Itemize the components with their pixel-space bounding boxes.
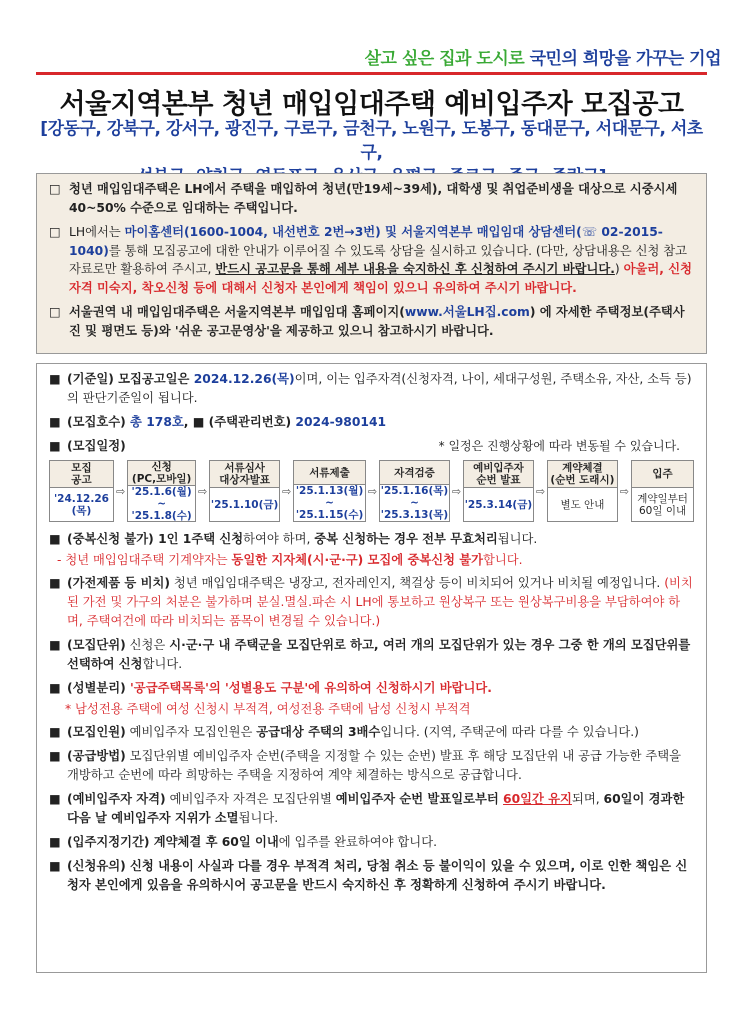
schedule-step-body: '25.1.6(월) ~ '25.1.8(수)	[131, 486, 192, 522]
move-in-item	[49, 833, 694, 852]
flow-arrow-icon: ⇨	[619, 484, 629, 498]
move-a: (입주지정기간)	[67, 835, 154, 849]
app-c: (비치된 가전 및 가구의 처분은 불가하며 분실.멸실.파손 시 LH에 통보하고 원상복구 또는 원상복구비용을 부담하여야 하며, 주택여건에 따라 비치되는 품목이 변경될 수 있습니다.)	[67, 576, 693, 628]
intro-text-2d: 반드시 공고문을 통해 세부 내용을 숙지하신 후 신청하여 주시기 바랍니다.	[215, 262, 615, 276]
flow-arrow-icon: ⇨	[115, 484, 126, 498]
schedule-step-body: '25.1.13(월) ~ '25.1.15(수)	[295, 485, 364, 521]
square-bullet-icon: ■	[49, 576, 61, 590]
qual-g: 됩니다.	[238, 811, 279, 825]
base-date-item	[49, 370, 694, 408]
schedule-step	[127, 460, 196, 522]
gender-sub: * 남성전용 주택에 여성 신청시 부적격, 여성전용 주택에 남성 신청시 부적격	[65, 702, 471, 716]
gender-item	[49, 679, 694, 698]
appliance-item	[49, 574, 694, 631]
gender-b: '공급주택목록'의 '성별용도 구분'에 유의하여 신청하시기 바랍니다.	[130, 681, 492, 695]
slogan-blue: 국민의 희망을 가꾸는 기업	[529, 49, 721, 69]
flow-arrow-icon: ⇨	[535, 484, 546, 498]
dup-sub-b: 동일한 지자체(시·군·구) 모집에 중복신청 불가	[231, 553, 484, 567]
schedule-step-body: '25.3.14(금)	[464, 498, 533, 511]
intro-text-3c: ) 에 자세한 주택정보(주택사진 및 평면도 등)와 '쉬운 공고문영상'을 제공하고 있으니 참고하시기 바랍니다.	[69, 305, 685, 338]
intro-text-2e: )	[614, 262, 624, 276]
schedule-step-head: 계약체결 (순번 도래시)	[548, 461, 617, 488]
district-line-1: [강동구, 강북구, 강서구, 광진구, 구로구, 금천구, 노원구, 도봉구, 동대문구, 서대문구, 서초구,	[40, 119, 703, 163]
intro-text-1: 청년 매입임대주택은 LH에서 주택을 매입하여 청년(만19세~39세), 대학생 및 취업준비생을 대상으로 시중시세 40~50% 수준으로 임대하는 주택입니다.	[69, 182, 678, 215]
dup-b: 하여야 하며,	[243, 532, 315, 546]
homepage-link[interactable]: www.서울LH집.com	[404, 305, 530, 319]
square-bullet-icon: ■	[49, 792, 61, 806]
square-bullet-icon: ■	[49, 439, 61, 453]
schedule-step-head: 자격검증	[380, 461, 449, 485]
slogan-green: 살고 싶은 집과 도시로	[364, 49, 525, 69]
dup-a: (중복신청 불가) 1인 1주택 신청	[67, 532, 244, 546]
mgmt-value: 2024-980141	[295, 415, 387, 429]
square-bullet-icon: ■	[49, 859, 61, 873]
schedule-step-head: 서류심사 대상자발표	[210, 461, 279, 488]
flow-arrow-icon: ⇨	[451, 484, 462, 498]
square-bullet-icon: ■	[49, 638, 61, 652]
mgmt-label: (주택관리번호)	[208, 415, 296, 429]
contact-info: 마이홈센터(1600-1004, 내선번호 2번→3번) 및 서울지역본부 매입임대 상담센터(☏ 02-2015-1040)	[69, 225, 663, 258]
count-value: 총 178호	[130, 415, 184, 429]
count-label: (모집호수)	[67, 415, 131, 429]
schedule-step	[379, 460, 450, 522]
qual-a: (예비입주자 자격)	[67, 792, 166, 806]
square-bullet-icon: ■	[49, 749, 61, 763]
move-b: 계약체결 후 60일 이내	[153, 835, 279, 849]
checkbox-icon: □	[49, 305, 61, 319]
schedule-step	[631, 460, 694, 522]
slogan	[365, 44, 721, 69]
schedule-step-body: '24.12.26 (목)	[53, 492, 109, 517]
method-a: (공급방법)	[67, 749, 126, 763]
base-label: (기준일) 모집공고일은	[67, 372, 194, 386]
dup-sub-c: 합니다.	[483, 553, 523, 567]
square-bullet-icon: ■	[49, 532, 61, 546]
unit-item	[49, 636, 694, 674]
checkbox-icon: □	[49, 225, 61, 239]
page-title: 서울지역본부 청년 매입임대주택 예비입주자 모집공고	[59, 89, 684, 120]
schedule-step-body: '25.1.10(금)	[210, 498, 279, 511]
method-item	[49, 747, 694, 785]
schedule-label: (모집일정)	[67, 439, 126, 453]
schedule-item	[49, 437, 694, 456]
method-b: 모집단위별 예비입주자 순번(주택을 지정할 수 있는 순번) 발표 후 해당 모집단위 내 공급 가능한 주택을 개방하고 순번에 따라 희망하는 주택을 지정하여 계약 체결하는 방식으로 공급합니다.	[67, 749, 682, 782]
intro-text-2c: 를 통해 모집공고에 대한 안내가 이루어질 수 있도록 상담을 실시하고 있습니다. (다만, 상담내용은 신청 참고자료로만 활용하여 주시고,	[69, 243, 687, 276]
schedule-step	[209, 460, 280, 522]
quota-d: 입니다. (지역, 주택군에 따라 다를 수 있습니다.)	[380, 725, 639, 739]
qual-d: 60일간 유지	[503, 792, 572, 806]
base-rest: 이며, 이는 입주자격(신청자격, 나이, 세대구성원, 주택소유, 자산, 소득 등)의 판단기준일이 됩니다.	[67, 372, 692, 405]
title-divider	[36, 72, 707, 75]
schedule-note: * 일정은 진행상황에 따라 변동될 수 있습니다.	[438, 439, 680, 453]
app-b: 청년 매입임대주택은 냉장고, 전자레인지, 책걸상 등이 비치되어 있거나 비치될 예정입니다.	[169, 576, 665, 590]
quota-b: 예비입주자 모집인원은	[125, 725, 257, 739]
duplicate-sub	[49, 551, 694, 569]
quota-item	[49, 723, 694, 742]
schedule-step	[547, 460, 618, 522]
caution-a: (신청유의) 신청 내용이 사실과 다를 경우 부적격 처리, 당첨 취소 등 불이익이 있을 수 있으며, 이로 인한 책임은 신청자 본인에게 있음을 유의하시어 공고문을 반드시 숙지하신 후 정확하게 신청하여 주시기 바랍니다.	[67, 859, 688, 892]
app-a: (가전제품 등 비치)	[67, 576, 170, 590]
qual-e: 되며,	[571, 792, 604, 806]
flow-arrow-icon: ⇨	[282, 484, 292, 498]
main-box	[36, 363, 707, 973]
schedule-step-head: 신청 (PC,모바일)	[128, 461, 195, 486]
square-bullet-icon: ■	[49, 725, 61, 739]
quota-a: (모집인원)	[67, 725, 126, 739]
qual-c: 예비입주자 순번 발표일로부터	[335, 792, 504, 806]
schedule-step	[293, 460, 366, 522]
schedule-step-head: 모집 공고	[50, 461, 113, 488]
count-item	[49, 413, 694, 432]
dup-c: 중복 신청하는 경우 전부 무효처리	[314, 532, 498, 546]
intro-paragraph-3	[49, 303, 694, 340]
intro-text-2a: LH에서는	[69, 225, 125, 239]
intro-warning: 아울러, 신청자격 미숙지, 착오신청 등에 대해서 신청자 본인에게 책임이 있으니 유의하여 주시기 바랍니다.	[69, 262, 692, 295]
schedule-step-body: '25.1.16(목) ~ '25.3.13(목)	[380, 485, 449, 521]
quota-c: 공급대상 주택의 3배수	[256, 725, 381, 739]
count-sep: , ■	[183, 415, 209, 429]
schedule-step-body: 계약일부터 60일 이내	[637, 492, 688, 517]
intro-text-3a: 서울권역 내 매입임대주택은 서울지역본부 매입임대 홈페이지(	[69, 305, 405, 319]
gender-a: (성별분리)	[67, 681, 131, 695]
unit-b: 신청은	[125, 638, 170, 652]
dup-sub-a: - 청년 매입임대주택 기계약자는	[57, 553, 232, 567]
square-bullet-icon: ■	[49, 681, 61, 695]
schedule-step-body: 별도 안내	[560, 498, 605, 511]
schedule-step-head: 예비입주자 순번 발표	[464, 461, 533, 488]
square-bullet-icon: ■	[49, 415, 61, 429]
duplicate-item	[49, 530, 694, 549]
checkbox-icon: □	[49, 182, 61, 196]
intro-paragraph-1	[49, 180, 694, 217]
square-bullet-icon: ■	[49, 372, 61, 386]
schedule-step-head: 서류제출	[294, 461, 365, 485]
schedule-flow	[49, 460, 694, 522]
base-date: 2024.12.26(목)	[193, 372, 295, 386]
dup-d: 됩니다.	[497, 532, 538, 546]
flow-arrow-icon: ⇨	[367, 484, 378, 498]
schedule-step-head: 입주	[632, 461, 693, 488]
flow-arrow-icon: ⇨	[198, 484, 208, 498]
schedule-step	[49, 460, 114, 522]
qual-f: 60일이 경과한 다음 날 예비입주자 지위가 소멸	[67, 792, 685, 825]
move-c: 에 입주를 완료하여야 합니다.	[278, 835, 437, 849]
unit-d: 합니다.	[142, 657, 183, 671]
qualification-item	[49, 790, 694, 828]
square-bullet-icon: ■	[49, 835, 61, 849]
intro-paragraph-2	[49, 223, 694, 297]
intro-box	[36, 173, 707, 354]
caution-item	[49, 857, 694, 895]
unit-c: 시·군·구 내 주택군을 모집단위로 하고, 여러 개의 모집단위가 있는 경우 그중 한 개의 모집단위를 선택하여 신청	[67, 638, 691, 671]
unit-a: (모집단위)	[67, 638, 126, 652]
qual-b: 예비입주자 자격은 모집단위별	[165, 792, 336, 806]
schedule-step	[463, 460, 534, 522]
